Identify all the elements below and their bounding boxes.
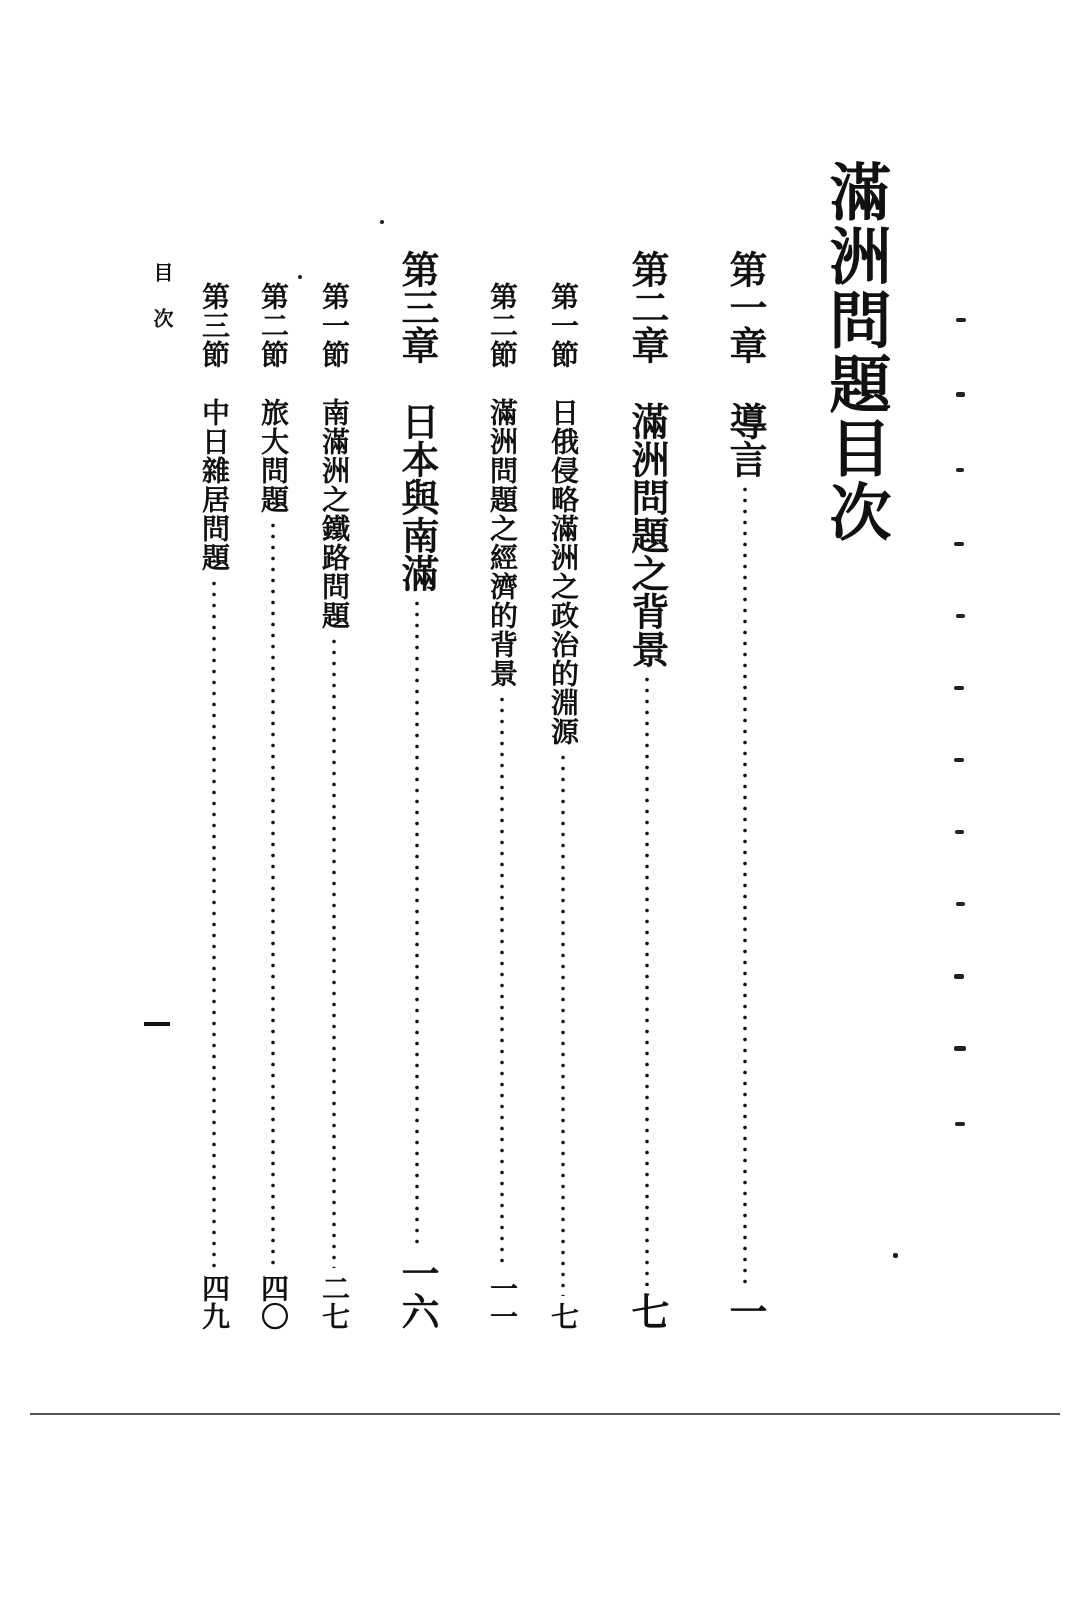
dot-leader (561, 752, 565, 1296)
binding-mark (956, 318, 966, 322)
binding-mark (956, 902, 965, 906)
toc-entry-section-3-2[interactable] (257, 282, 290, 1330)
binding-mark (954, 542, 964, 546)
dot-leader (271, 520, 275, 1268)
binding-mark (954, 1046, 966, 1051)
entry-page-number: 七 (625, 1292, 670, 1330)
folio-page-number (144, 1022, 170, 1026)
entry-page-number: 七 (547, 1302, 580, 1330)
page-title: 滿洲問題目次 (819, 160, 892, 544)
ink-speck (380, 220, 384, 224)
entry-label: 第三章 日本與南滿 (395, 250, 440, 592)
binding-mark (956, 392, 965, 397)
entry-label: 第二章 滿洲問題之背景 (625, 250, 670, 668)
binding-mark (956, 468, 964, 472)
binding-mark (954, 758, 964, 762)
binding-mark (956, 614, 965, 618)
entry-page-number: 一 (723, 1292, 768, 1330)
entry-page-number: 二七 (318, 1274, 351, 1330)
entry-label: 第二節 滿洲問題之經濟的背景 (486, 282, 519, 688)
binding-mark (893, 1253, 898, 1258)
binding-mark (955, 830, 964, 834)
toc-entry-chapter-3[interactable] (395, 250, 440, 1330)
entry-label: 第一章 導言 (723, 250, 768, 478)
page-edge-line (30, 1413, 1060, 1415)
entry-page-number: 四〇 (257, 1274, 290, 1330)
entry-page-number: 一六 (395, 1254, 440, 1330)
entry-page-number: 一一 (486, 1274, 519, 1330)
entry-label: 第二節 旅大問題 (257, 282, 290, 514)
toc-entry-chapter-1[interactable] (723, 250, 768, 1330)
binding-mark (955, 1122, 965, 1126)
dot-leader (743, 484, 747, 1286)
binding-mark (954, 686, 964, 690)
entry-page-number: 四九 (198, 1274, 231, 1330)
toc-entry-section-3-3[interactable] (198, 282, 231, 1330)
entry-label: 第三節 中日雜居問題 (198, 282, 231, 572)
ink-speck (298, 275, 302, 279)
dot-leader (500, 694, 504, 1268)
margin-header: 目次 (150, 262, 174, 354)
dot-leader (645, 674, 649, 1286)
dot-leader (332, 636, 336, 1268)
toc-entry-section-2-2[interactable] (486, 282, 519, 1330)
toc-entry-section-2-1[interactable] (547, 282, 580, 1330)
toc-entry-section-3-1[interactable] (318, 282, 351, 1330)
entry-label: 第一節 日俄侵略滿洲之政治的淵源 (547, 282, 580, 746)
dot-leader (415, 598, 419, 1248)
binding-mark (954, 974, 964, 979)
entry-label: 第一節 南滿洲之鐵路問題 (318, 282, 351, 630)
toc-entry-chapter-2[interactable] (625, 250, 670, 1330)
dot-leader (212, 578, 216, 1268)
